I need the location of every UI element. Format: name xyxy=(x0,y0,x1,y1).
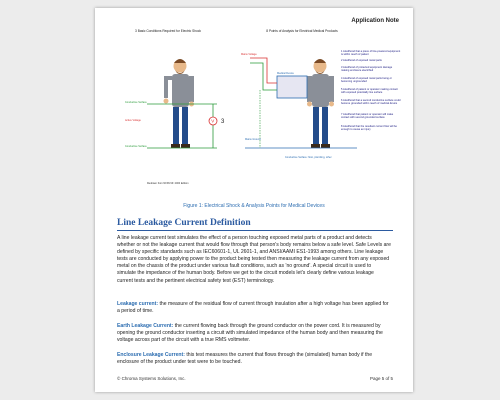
source-note: Redrawn from NFPA 99: 2000 Edition xyxy=(147,182,189,185)
medical-device-box xyxy=(277,76,307,98)
callout-7: 7 Likelihood that patient or operator will make contact with second grounded surface xyxy=(341,113,394,120)
callout-5: 5 Likelihood of patient or operator making contact with exposed potentially live surface xyxy=(341,88,398,95)
label-conductive-surface-bottom: Conductive Surface xyxy=(125,145,147,148)
header-title: Application Note xyxy=(351,18,399,24)
definition-leakage-current xyxy=(117,301,391,315)
label-active-voltage: Active Voltage xyxy=(125,119,141,122)
definition-term: Enclosure Leakage Current: xyxy=(117,352,185,358)
definition-enclosure-leakage xyxy=(117,352,391,366)
heading-rule xyxy=(117,230,393,231)
condition-number: 3 xyxy=(221,119,225,125)
label-conductive-surface-top: Conductive Surface xyxy=(125,101,147,104)
shock-illustration xyxy=(95,8,413,203)
callout-8: 8 Likelihood that the resultant current flow will be enough to cause an injury xyxy=(341,125,397,132)
definition-term: Earth Leakage Current: xyxy=(117,323,174,329)
right-figure-title: 8 Points of Analysis for Electrical Medical Products xyxy=(266,29,338,33)
callout-6: 6 Likelihood that a second conductive surface could become grounded within reach of medical device xyxy=(341,99,401,106)
label-medical-device: Medical Device xyxy=(277,72,294,75)
callout-1: 1 Likelihood that a piece of line-powered equipment is within reach of patient xyxy=(341,50,401,57)
right-person-figure xyxy=(307,59,334,148)
label-mains-ground: Mains Ground xyxy=(245,138,261,141)
intro-paragraph: A line leakage current test simulates the effect of a person touching exposed metal parts of a product and detects whether or not the leakage current that would flow through that person's body remains below a safe level. Safe Levels are defined by specific standards such as IEC60601-1, UL 2601-1, and ANSI/AAMI ES1-1993 among others. Line leakage tests are conducted by applying power to the product being tested then measuring the leakage current from any exposed metal on the chassis of the product under various fault conditions, such as 'no ground'. A special circuit is used to simulate the impedance of the human body. Before we get to the circuit models let's clearly define various leakage current tests and the pertinent electrical safety test (EST) terminology. xyxy=(117,235,391,284)
document-page xyxy=(95,8,413,392)
definition-earth-leakage xyxy=(117,323,391,344)
definition-text: the current flowing back through the ground conductor on the power cord. It is measured by opening the ground conductor inserting a circuit with simulated impedance of the human body and then measuring the voltage across part of the circuit with a true RMS voltmeter. xyxy=(117,323,383,344)
callout-3: 3 Likelihood of protected equipment damage making enclosure electrified xyxy=(341,66,393,73)
voltmeter-label: V xyxy=(211,118,215,124)
figure-caption: Figure 1: Electrical Shock & Analysis Points for Medical Devices xyxy=(183,203,325,209)
left-figure-title: 3 Basic Conditions Required for Electric Shock xyxy=(135,29,201,33)
callout-2: 2 Likelihood of exposed metal parts xyxy=(341,59,382,62)
definition-term: Leakage current: xyxy=(117,301,159,307)
definition-text: the measure of the residual flow of current through insulation after a high voltage has been applied for a period of time. xyxy=(117,301,389,315)
footer-page-number: Page 5 of 5 xyxy=(369,376,393,381)
footer-copyright: © Chroma Systems Solutions, Inc. xyxy=(117,376,186,381)
callout-4: 4 Likelihood of exposed metal parts being or becoming ungrounded xyxy=(341,77,392,84)
label-conductive-floor: Conductive Surface: floor, plumbing, other xyxy=(285,156,332,159)
left-person-figure xyxy=(164,59,195,148)
definition-text: this test measures the current that flows through the (simulated) human body if the enclosure of the product under test were to be touched. xyxy=(117,352,373,366)
label-mains-voltage: Mains Voltage xyxy=(241,53,257,56)
section-heading: Line Leakage Current Definition xyxy=(117,218,251,228)
